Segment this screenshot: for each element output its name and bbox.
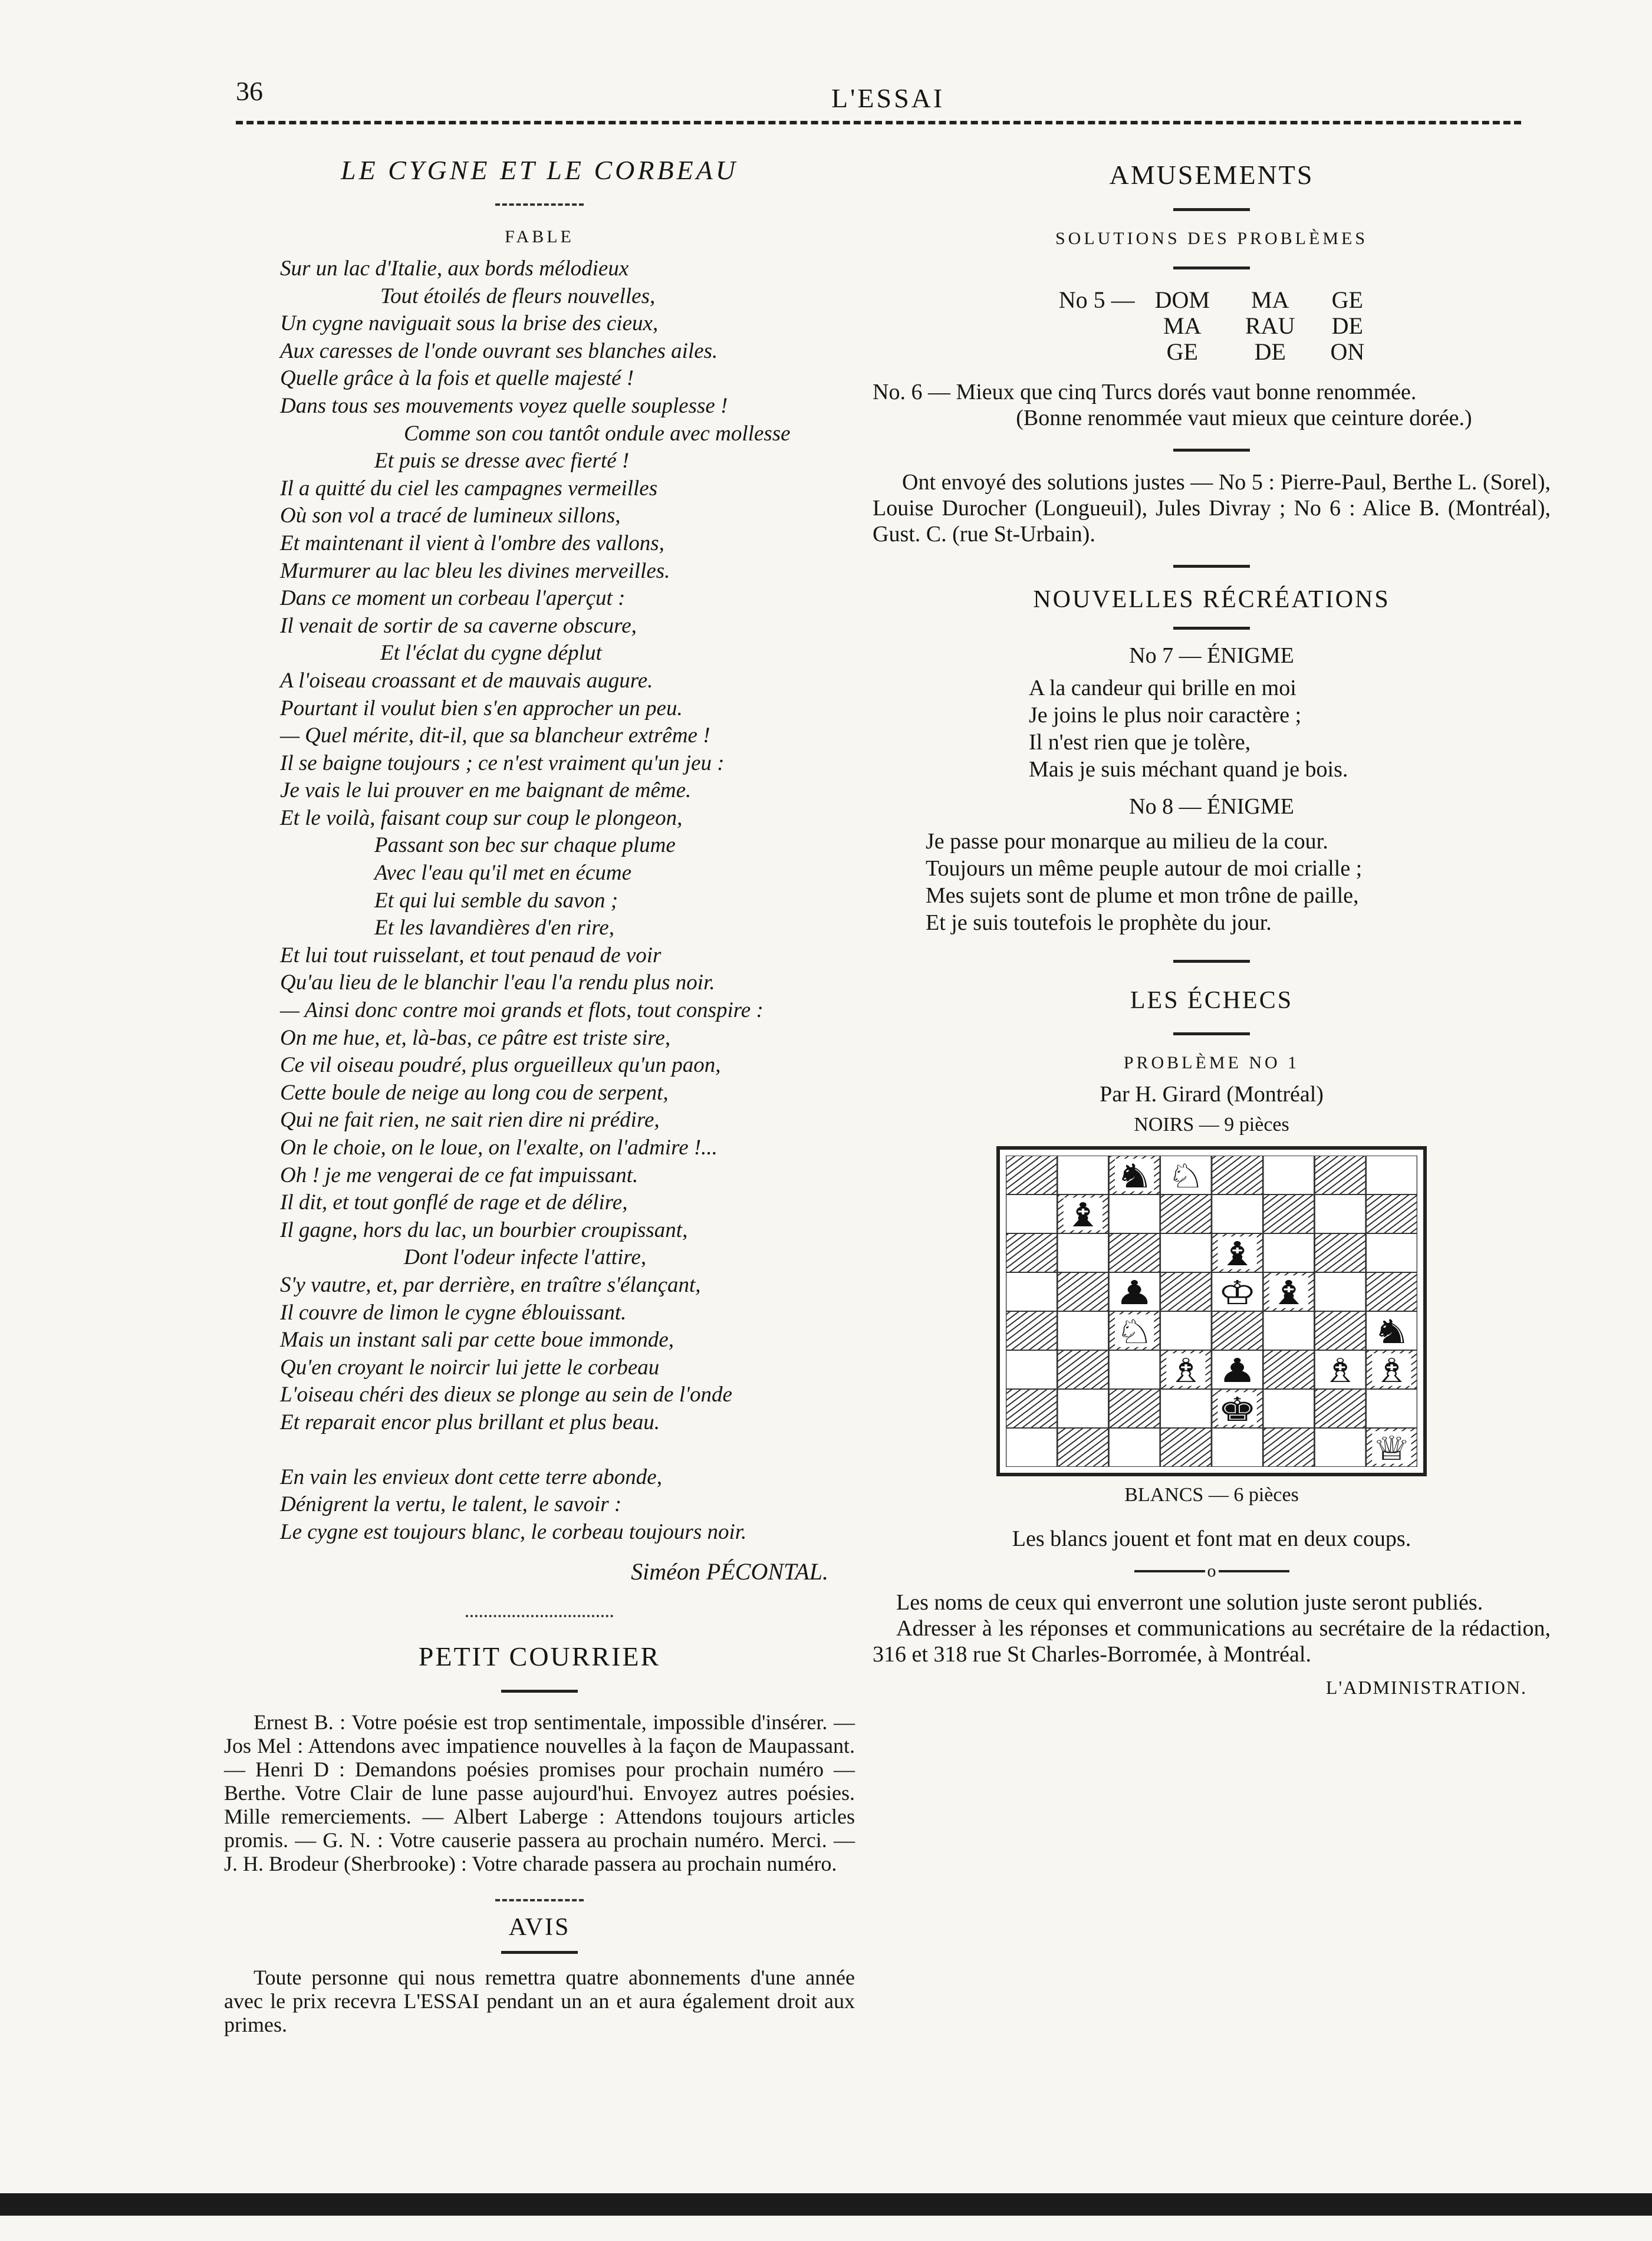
chess-diagram [1006, 1156, 1417, 1467]
board-square [1057, 1350, 1108, 1389]
verse-line: Et les lavandières d'en rire, [374, 916, 614, 940]
verse-line: Mais je suis méchant quand je bois. [1029, 757, 1348, 782]
divider [1173, 627, 1250, 630]
board-square [1263, 1389, 1314, 1428]
chess-piece-icon [1115, 1312, 1154, 1351]
board-square [1160, 1233, 1212, 1272]
verse-line: Passant son bec sur chaque plume [374, 833, 676, 858]
verse-line: Qu'en croyant le noircir lui jette le corbeau [280, 1355, 660, 1380]
administration-signature: L'ADMINISTRATION. [1325, 1677, 1527, 1698]
chess-piece-icon [1269, 1273, 1308, 1312]
verse-line: Aux caresses de l'onde ouvrant ses blanches ailes. [280, 338, 718, 363]
poem-signature: Siméon PÉCONTAL. [631, 1558, 828, 1585]
board-square [1315, 1389, 1366, 1428]
verse-line: Sur un lac d'Italie, aux bords mélodieux [280, 256, 629, 281]
verse-line: Dont l'odeur infecte l'attire, [404, 1245, 647, 1270]
header-rule [236, 121, 1521, 124]
board-square [1160, 1272, 1212, 1311]
chess-piece-icon [1166, 1351, 1205, 1390]
verse-line: S'y vautre, et, par derrière, en traître s'élançant, [280, 1272, 701, 1297]
no5-label: No 5 — [1058, 287, 1135, 313]
no7-riddle [1029, 674, 1551, 783]
verse-line: Et l'éclat du cygne déplut [380, 641, 602, 666]
no8-heading: No 8 — ÉNIGME [1129, 794, 1294, 819]
chess-piece-icon [1372, 1312, 1411, 1351]
board-square [1057, 1233, 1108, 1272]
chess-piece-icon [1115, 1273, 1154, 1312]
board-square [1109, 1389, 1160, 1428]
divider [466, 1615, 613, 1617]
grid-cell: RAU [1245, 312, 1295, 339]
chess-piece-icon [1217, 1351, 1256, 1390]
board-square [1006, 1350, 1057, 1389]
solutions-title: SOLUTIONS DES PROBLÈMES [1055, 229, 1368, 248]
chess-piece-icon [1217, 1235, 1256, 1273]
chess-piece-icon [1217, 1273, 1256, 1312]
no8-riddle [926, 828, 1551, 936]
board-square [1263, 1350, 1314, 1389]
echecs-title: LES ÉCHECS [1130, 987, 1294, 1014]
board-square [1315, 1272, 1366, 1311]
verse-line: A la candeur qui brille en moi [1029, 676, 1296, 700]
board-square [1109, 1233, 1160, 1272]
board-square [1263, 1156, 1314, 1194]
no6-solution: No. 6 — Mieux que cinq Turcs dorés vaut bonne renommée. [873, 380, 1417, 404]
grid-cell: MA [1251, 287, 1289, 313]
verse-line: Mes sujets sont de plume et mon trône de paille, [926, 883, 1359, 908]
chess-piece-icon [1166, 1157, 1205, 1196]
board-square [1315, 1428, 1366, 1467]
verse-line: Murmurer au lac bleu les divines merveilles. [280, 558, 670, 583]
board-square [1263, 1233, 1314, 1272]
divider [501, 1690, 578, 1693]
board-square [1315, 1194, 1366, 1233]
verse-line: Il venait de sortir de sa caverne obscure, [280, 613, 637, 638]
verse-line: Il n'est rien que je tolère, [1029, 730, 1251, 755]
poem-stanza-1 [280, 255, 855, 1437]
genre-label: FABLE [505, 227, 574, 246]
divider [1173, 960, 1250, 963]
verse-line: Et qui lui semble du savon ; [374, 888, 618, 913]
verse-line: — Quel mérite, dit-il, que sa blancheur extrême ! [280, 723, 710, 748]
verse-line: Et maintenant il vient à l'ombre des vallons, [280, 531, 664, 555]
verse-line: Un cygne naviguait sous la brise des cieux, [280, 311, 659, 336]
verse-line: Dans tous ses mouvements voyez quelle souplesse ! [280, 393, 728, 418]
board-square [1366, 1233, 1417, 1272]
board-square [1006, 1389, 1057, 1428]
verse-line: Qu'au lieu de le blanchir l'eau l'a rendu plus noir. [280, 970, 715, 995]
poem-stanza-2 [280, 1464, 855, 1546]
page-number: 36 [236, 76, 263, 106]
courrier-text: Ernest B. : Votre poésie est trop sentimentale, impossible d'insérer. — Jos Mel : Attendons avec impatience nouvelles à la façon de Maupassant. — Henri D : Demandons poésies promises pour prochain numéro — Berthe. Votre Clair de lune passe aujourd'hui. Envoyez autres poésies. Mille remerciements. — Albert Laberge : Attendons toujours articles promis. — G. N. : Votre causerie passera au prochain numéro. Merci. — J. H. Brodeur (Sherbrooke) : Votre charade passera au prochain numéro. [224, 1710, 855, 1876]
verse-line: Pourtant il voulut bien s'en approcher un peu. [280, 696, 683, 720]
board-square [1109, 1350, 1160, 1389]
verse-line: Dans ce moment un corbeau l'aperçut : [280, 586, 626, 611]
board-square [1212, 1311, 1263, 1350]
chess-board [996, 1146, 1427, 1476]
board-square [1057, 1311, 1108, 1350]
board-square [1057, 1389, 1108, 1428]
grid-cell: DOM [1154, 287, 1210, 313]
board-square [1263, 1194, 1314, 1233]
separator: o [873, 1561, 1551, 1573]
chess-piece-icon [1115, 1157, 1154, 1196]
board-square [1315, 1156, 1366, 1194]
verse-line: Il a quitté du ciel les campagnes vermeilles [280, 476, 658, 501]
grid-cell: MA [1163, 312, 1202, 339]
verse-line: Oh ! je me vengerai de ce fat impuissant. [280, 1163, 639, 1187]
probleme-label: PROBLÈME NO 1 [1123, 1053, 1300, 1072]
grid-cell: GE [1331, 287, 1363, 313]
footer-note: Les noms de ceux qui enverront une solution juste seront publiés. Adresser à les réponses et communications au secrétaire de la rédaction, 316 et 318 rue St Charles-Borromée, à Montréal. [873, 1590, 1551, 1667]
divider [1173, 1032, 1250, 1035]
board-square [1057, 1272, 1108, 1311]
verse-line: Et puis se dresse avec fierté ! [374, 449, 630, 473]
verse-line: Il se baigne toujours ; ce n'est vraiment qu'un jeu : [280, 751, 725, 775]
board-square [1212, 1428, 1263, 1467]
divider [1173, 208, 1250, 211]
avis-title: AVIS [508, 1914, 571, 1941]
poem-title: LE CYGNE ET LE CORBEAU [341, 155, 738, 185]
board-square [1160, 1311, 1212, 1350]
grid-cell: GE [1166, 338, 1198, 365]
verse-line: Il couvre de limon le cygne éblouissant. [280, 1300, 627, 1325]
amusements-title: AMUSEMENTS [1109, 160, 1314, 190]
verse-line: On le choie, on le loue, on l'exalte, on l'admire !... [280, 1136, 718, 1160]
page-bottom-edge [0, 2193, 1652, 2216]
problem-author: Par H. Girard (Montréal) [1100, 1082, 1324, 1107]
verse-line: Et je suis toutefois le prophète du jour. [926, 910, 1272, 935]
board-square [1006, 1272, 1057, 1311]
board-square [1160, 1389, 1212, 1428]
left-column [224, 147, 855, 2036]
verse-line: Mais un instant sali par cette boue immonde, [280, 1328, 674, 1353]
board-square [1057, 1156, 1108, 1194]
verse-line: Avec l'eau qu'il met en écume [374, 861, 631, 886]
verse-line: A l'oiseau croassant et de mauvais augure. [280, 668, 653, 693]
board-square [1109, 1194, 1160, 1233]
grid-cell: DE [1331, 312, 1363, 339]
chess-piece-icon [1064, 1196, 1103, 1235]
problem-instruction: Les blancs jouent et font mat en deux coups. [1012, 1526, 1411, 1551]
verse-line: Et le voilà, faisant coup sur coup le plongeon, [280, 805, 683, 830]
verse-line: Il gagne, hors du lac, un bourbier croupissant, [280, 1217, 688, 1242]
avis-text: Toute personne qui nous remettra quatre abonnements d'une année avec le prix recevra L'ESSAI pendant un an et aura également droit aux primes. [224, 1966, 855, 2037]
verse-line: — Ainsi donc contre moi grands et flots, tout conspire : [280, 998, 764, 1023]
board-square [1263, 1311, 1314, 1350]
board-square [1109, 1428, 1160, 1467]
board-square [1006, 1156, 1057, 1194]
board-square [1212, 1156, 1263, 1194]
verse-line: L'oiseau chéri des dieux se plonge au sein de l'onde [280, 1383, 732, 1407]
board-square [1057, 1428, 1108, 1467]
divider [1173, 565, 1250, 568]
courrier-title: PETIT COURRIER [418, 1641, 661, 1672]
board-square [1263, 1428, 1314, 1467]
verse-line: Le cygne est toujours blanc, le corbeau toujours noir. [280, 1519, 747, 1544]
board-square [1212, 1194, 1263, 1233]
verse-line: Tout étoilés de fleurs nouvelles, [380, 284, 656, 308]
board-square [1006, 1428, 1057, 1467]
grid-cell: DE [1254, 338, 1286, 365]
verse-line: On me hue, et, là-bas, ce pâtre est triste sire, [280, 1025, 671, 1050]
chess-piece-icon [1372, 1351, 1411, 1390]
no6-explanation: (Bonne renommée vaut mieux que ceinture dorée.) [1016, 406, 1472, 430]
nouvelles-title: NOUVELLES RÉCRÉATIONS [1033, 586, 1390, 613]
board-square [1160, 1194, 1212, 1233]
divider [1173, 266, 1250, 269]
board-square [1315, 1311, 1366, 1350]
verse-line: Comme son cou tantôt ondule avec mollesse [404, 421, 791, 446]
no7-heading: No 7 — ÉNIGME [1129, 643, 1294, 668]
chess-piece-icon [1372, 1429, 1411, 1467]
verse-line: Dénigrent la vertu, le talent, le savoir : [280, 1492, 622, 1517]
divider [1173, 449, 1250, 452]
blancs-count: BLANCS — 6 pièces [1124, 1484, 1299, 1506]
noirs-count: NOIRS — 9 pièces [1134, 1114, 1289, 1136]
divider [501, 1951, 578, 1954]
chess-piece-icon [1217, 1390, 1256, 1429]
board-square [1006, 1233, 1057, 1272]
chess-piece-icon [1321, 1351, 1360, 1390]
verse-line: Je joins le plus noir caractère ; [1029, 703, 1302, 728]
verse-line: En vain les envieux dont cette terre abonde, [280, 1465, 662, 1489]
board-square [1366, 1272, 1417, 1311]
right-column [873, 159, 1551, 1700]
verse-line: Ce vil oiseau poudré, plus orgueilleux qu'un paon, [280, 1053, 721, 1078]
board-square [1315, 1233, 1366, 1272]
board-square [1160, 1428, 1212, 1467]
running-title: L'ESSAI [831, 83, 945, 113]
verse-line: Et reparait encor plus brillant et plus beau. [280, 1410, 660, 1434]
board-square [1366, 1389, 1417, 1428]
verse-line: Et lui tout ruisselant, et tout penaud de voir [280, 943, 662, 968]
verse-line: Il dit, et tout gonflé de rage et de délire, [280, 1190, 628, 1215]
verse-line: Je passe pour monarque au milieu de la cour. [926, 829, 1328, 854]
board-square [1366, 1156, 1417, 1194]
divider [495, 1899, 584, 1901]
board-square [1366, 1194, 1417, 1233]
verse-line: Je vais le lui prouver en me baignant de même. [280, 778, 692, 803]
board-square [1006, 1194, 1057, 1233]
grid-cell: ON [1330, 338, 1365, 365]
divider [495, 203, 584, 206]
verse-line: Qui ne fait rien, ne sait rien dire ni prédire, [280, 1108, 660, 1133]
senders-list: Ont envoyé des solutions justes — No 5 : Pierre-Paul, Berthe L. (Sorel), Louise Durocher (Longueuil), Jules Divray ; No 6 : Alice B. (Montréal), Gust. C. (rue St-Urbain). [873, 470, 1551, 547]
board-square [1006, 1311, 1057, 1350]
verse-line: Toujours un même peuple autour de moi crialle ; [926, 856, 1363, 881]
verse-line: Où son vol a tracé de lumineux sillons, [280, 504, 621, 528]
no5-solution [1041, 287, 1382, 365]
verse-line: Cette boule de neige au long cou de serpent, [280, 1080, 669, 1105]
verse-line: Quelle grâce à la fois et quelle majesté ! [280, 366, 634, 391]
